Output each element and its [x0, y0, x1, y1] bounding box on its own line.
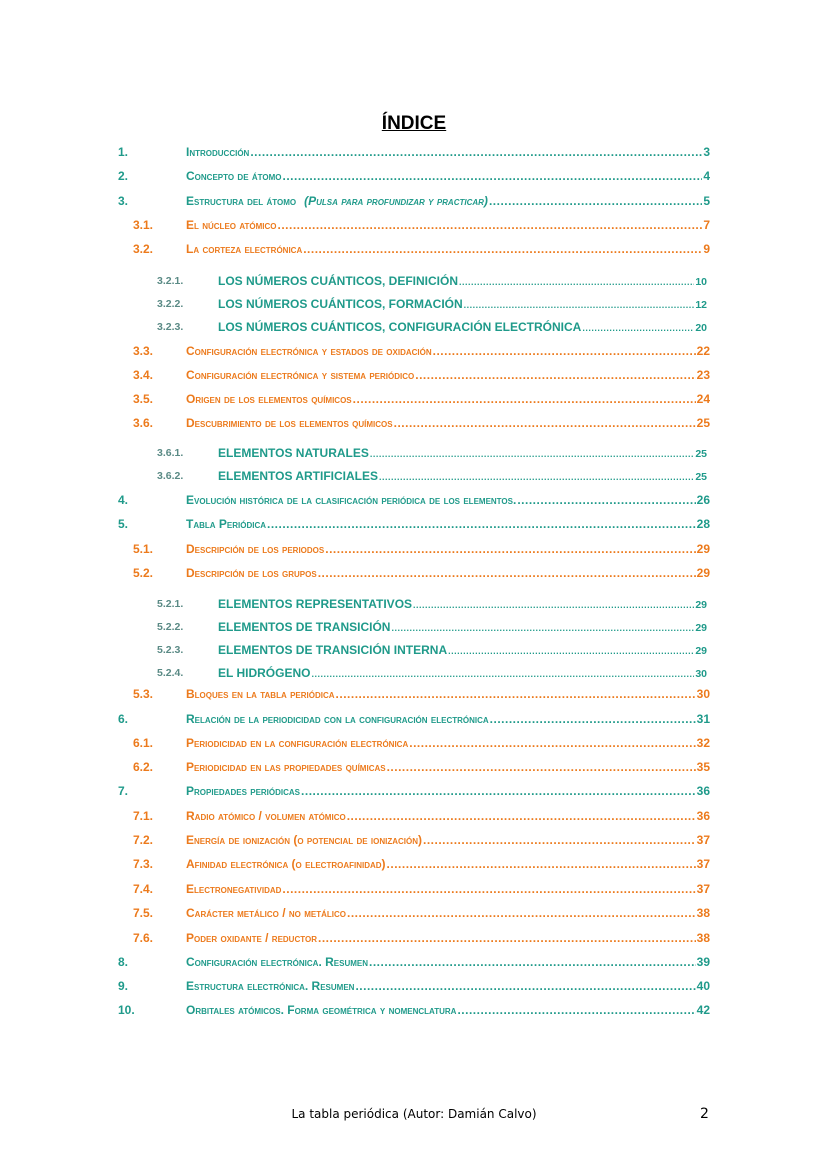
toc-entry-label: Introducción [186, 145, 250, 159]
toc-entry-label: La corteza electrónica [186, 242, 303, 256]
toc-leader-dots [433, 342, 696, 360]
toc-entry-number: 5.2.2. [157, 621, 184, 633]
toc-entry-number: 7.6. [133, 931, 154, 945]
toc-entry-label: Energía de ionización (o potencial de ionización) [186, 833, 423, 847]
toc-leader-dots [387, 758, 696, 776]
toc-entry[interactable] [0, 710, 828, 728]
toc-entry-number: 7.3. [133, 857, 154, 871]
toc-entry-page: 25 [696, 416, 710, 430]
toc-entry-page: 29 [696, 542, 710, 556]
toc-leader-dots [283, 167, 703, 185]
toc-entry[interactable] [0, 167, 828, 185]
toc-entry-label: Descripción de los periodos [186, 542, 325, 556]
toc-entry-label: Origen de los elementos químicos [186, 392, 352, 406]
toc-leader-dots [370, 445, 694, 463]
toc-entry-number: 5.2. [133, 566, 154, 580]
toc-entry-number: 6. [118, 712, 129, 726]
toc-entry[interactable] [0, 758, 828, 776]
toc-entry-page: 10 [695, 276, 707, 288]
toc-entry[interactable] [0, 807, 828, 825]
toc-leader-dots [278, 216, 703, 234]
toc-entry-label: LOS NÚMEROS CUÁNTICOS, CONFIGURACIÓN ELECTRÓNICA [218, 320, 582, 334]
toc-entry-page: 26 [696, 493, 710, 507]
toc-entry[interactable] [0, 641, 828, 659]
toc-leader-dots [355, 977, 695, 995]
toc-entry-number: 7.5. [133, 906, 154, 920]
toc-leader-dots [394, 414, 696, 432]
toc-entry-page: 7 [703, 218, 710, 232]
toc-entry-number: 5. [118, 517, 129, 531]
toc-entry[interactable] [0, 880, 828, 898]
toc-entry[interactable] [0, 685, 828, 703]
toc-entry-number: 3.6.1. [157, 447, 184, 459]
toc-entry[interactable] [0, 953, 828, 971]
toc-entry[interactable] [0, 664, 828, 682]
toc-entry-page: 3 [703, 145, 710, 159]
toc-entry-label: Evolución histórica de la clasificación periódica de los elementos. [186, 493, 517, 507]
toc-entry-page: 5 [703, 194, 710, 208]
toc-entry-page: 9 [703, 242, 710, 256]
footer-page-number: 2 [700, 1106, 709, 1122]
toc-leader-dots [413, 596, 694, 614]
toc-entry[interactable] [0, 342, 828, 360]
toc-entry-number: 3. [118, 194, 129, 208]
toc-entry-number: 3.3. [133, 344, 154, 358]
toc-entry-number: 8. [118, 955, 129, 969]
toc-entry-label: EL HIDRÓGENO [218, 666, 311, 680]
toc-entry[interactable] [0, 977, 828, 995]
toc-entry[interactable] [0, 782, 828, 800]
toc-leader-dots [448, 642, 694, 660]
toc-entry-label: Electronegatividad [186, 882, 282, 896]
toc-entry-label: Bloques en la tabla periódica [186, 687, 335, 701]
toc-entry-label: Descubrimiento de los elementos químicos [186, 416, 393, 430]
toc-leader-dots [423, 831, 696, 849]
toc-entry-page: 38 [696, 931, 710, 945]
toc-entry-page: 31 [696, 712, 710, 726]
toc-entry-label: Concepto de átomo [186, 169, 282, 183]
toc-entry-number: 1. [118, 145, 129, 159]
toc-entry-label: Configuración electrónica y estados de oxidación [186, 344, 432, 358]
toc-entry-number: 3.4. [133, 368, 154, 382]
toc-leader-dots [490, 710, 696, 728]
toc-entry-sublabel: (Pulsa para profundizar y practicar) [304, 194, 488, 208]
toc-entry[interactable] [0, 855, 828, 873]
toc-entry-label: Configuración electrónica y sistema periódico [186, 368, 415, 382]
toc-entry[interactable] [0, 240, 828, 258]
toc-entry-number: 10. [118, 1003, 135, 1017]
toc-leader-dots [318, 564, 696, 582]
toc-entry-label: ELEMENTOS NATURALES [218, 446, 369, 460]
toc-entry-number: 7.4. [133, 882, 154, 896]
toc-entry-label: El núcleo atómico [186, 218, 277, 232]
toc-leader-dots [459, 273, 694, 291]
footer-text: La tabla periódica (Autor: Damián Calvo) [291, 1107, 537, 1121]
toc-entry[interactable] [0, 904, 828, 922]
toc-entry-label: Configuración electrónica. Resumen [186, 955, 369, 969]
toc-leader-dots [409, 734, 695, 752]
toc-entry-number: 7. [118, 784, 129, 798]
toc-entry-number: 3.5. [133, 392, 154, 406]
toc-entry-label: LOS NÚMEROS CUÁNTICOS, FORMACIÓN [218, 297, 463, 311]
toc-leader-dots [353, 390, 696, 408]
toc-entry[interactable] [0, 467, 828, 485]
toc-entry-page: 40 [696, 979, 710, 993]
toc-entry[interactable] [0, 192, 828, 210]
toc-entry-number: 5.2.1. [157, 598, 184, 610]
toc-entry-page: 38 [696, 906, 710, 920]
toc-entry-page: 25 [695, 471, 707, 483]
toc-leader-dots [282, 880, 695, 898]
toc-entry-page: 37 [696, 882, 710, 896]
toc-entry-page: 39 [696, 955, 710, 969]
toc-entry-label: ELEMENTOS DE TRANSICIÓN [218, 620, 391, 634]
toc-entry-number: 2. [118, 169, 129, 183]
toc-entry-label: Afinidad electrónica (o electroafinidad) [186, 857, 386, 871]
toc-entry[interactable] [0, 216, 828, 234]
toc-entry-page: 28 [696, 517, 710, 531]
toc-leader-dots [303, 240, 702, 258]
toc-entry-number: 3.2.2. [157, 298, 184, 310]
toc-leader-dots [387, 855, 696, 873]
toc-entry-label: Periodicidad en las propiedades químicas [186, 760, 386, 774]
toc-entry-number: 3.1. [133, 218, 154, 232]
toc-entry-number: 5.2.3. [157, 644, 184, 656]
toc-entry-number: 3.2. [133, 242, 154, 256]
toc-entry-number: 3.2.1. [157, 275, 184, 287]
toc-entry-label: Tabla Periódica [186, 517, 266, 531]
toc-entry[interactable] [0, 831, 828, 849]
toc-entry[interactable] [0, 618, 828, 636]
toc-entry-page: 37 [696, 857, 710, 871]
toc-entry-page: 4 [703, 169, 710, 183]
toc-entry[interactable] [0, 390, 828, 408]
toc-entry-number: 6.1. [133, 736, 154, 750]
toc-entry-number: 5.3. [133, 687, 154, 701]
toc-entry-label: Relación de la periodicidad con la configuración electrónica [186, 712, 489, 726]
toc-entry-number: 7.1. [133, 809, 154, 823]
toc-entry-label: LOS NÚMEROS CUÁNTICOS, DEFINICIÓN [218, 274, 459, 288]
toc-entry-label: Estructura electrónica. Resumen [186, 979, 355, 993]
toc-entry-page: 42 [696, 1003, 710, 1017]
toc-entry-label: Periodicidad en la configuración electrónica [186, 736, 409, 750]
toc-entry[interactable] [0, 444, 828, 462]
toc-leader-dots [347, 904, 696, 922]
toc-entry[interactable] [0, 272, 828, 290]
toc-entry[interactable] [0, 414, 828, 432]
page-title: ÍNDICE [381, 113, 447, 134]
toc-entry-label: Orbitales atómicos. Forma geométrica y nomenclatura [186, 1003, 457, 1017]
toc-leader-dots [391, 619, 694, 637]
toc-entry-label: Radio atómico / volumen atómico [186, 809, 346, 823]
toc-entry-page: 29 [695, 622, 707, 634]
toc-entry-page: 25 [695, 448, 707, 460]
toc-entry-number: 3.6. [133, 416, 154, 430]
toc-leader-dots [267, 515, 696, 533]
toc-entry[interactable] [0, 295, 828, 313]
toc-entry-page: 30 [696, 687, 710, 701]
toc-entry-page: 22 [696, 344, 710, 358]
toc-entry-page: 29 [696, 566, 710, 580]
toc-entry-number: 3.6.2. [157, 470, 184, 482]
toc-entry-label: Descripción de los grupos [186, 566, 317, 580]
toc-entry[interactable] [0, 540, 828, 558]
toc-entry-page: 24 [696, 392, 710, 406]
toc-leader-dots [347, 807, 696, 825]
toc-entry[interactable] [0, 366, 828, 384]
toc-leader-dots [415, 366, 695, 384]
toc-entry-page: 35 [696, 760, 710, 774]
toc-leader-dots [489, 192, 702, 210]
toc-entry-number: 5.1. [133, 542, 154, 556]
toc-entry[interactable] [0, 515, 828, 533]
toc-entry-page: 30 [695, 668, 707, 680]
toc-entry-number: 5.2.4. [157, 667, 184, 679]
toc-entry-page: 37 [696, 833, 710, 847]
toc-leader-dots [457, 1001, 695, 1019]
toc-entry-label: Carácter metálico / no metálico [186, 906, 346, 920]
toc-entry[interactable] [0, 491, 828, 509]
toc-leader-dots [318, 929, 696, 947]
toc-entry-number: 3.2.3. [157, 321, 184, 333]
toc-entry-label: ELEMENTOS REPRESENTATIVOS [218, 597, 413, 611]
toc-entry-page: 29 [695, 645, 707, 657]
toc-leader-dots [250, 143, 702, 161]
toc-entry-label: ELEMENTOS ARTIFICIALES [218, 469, 379, 483]
toc-entry[interactable] [0, 1001, 828, 1019]
toc-entry-page: 20 [695, 322, 707, 334]
toc-entry[interactable] [0, 564, 828, 582]
toc-entry[interactable] [0, 929, 828, 947]
toc-leader-dots [311, 665, 694, 683]
toc-entry-page: 23 [696, 368, 710, 382]
toc-entry-page: 12 [695, 299, 707, 311]
toc-leader-dots [379, 468, 694, 486]
toc-entry-page: 36 [696, 809, 710, 823]
toc-entry-label: Propiedades periódicas [186, 784, 301, 798]
toc-entry[interactable] [0, 143, 828, 161]
toc-leader-dots [582, 319, 694, 337]
toc-entry[interactable] [0, 734, 828, 752]
toc-leader-dots [301, 782, 696, 800]
toc-entry[interactable] [0, 318, 828, 336]
toc-leader-dots [369, 953, 696, 971]
toc-entry[interactable] [0, 595, 828, 613]
toc-leader-dots [464, 296, 695, 314]
toc-entry-number: 9. [118, 979, 129, 993]
toc-entry-number: 4. [118, 493, 129, 507]
toc-entry-label: ELEMENTOS DE TRANSICIÓN INTERNA [218, 643, 448, 657]
toc-entry-page: 36 [696, 784, 710, 798]
toc-entry-page: 29 [695, 599, 707, 611]
toc-entry-page: 32 [696, 736, 710, 750]
toc-leader-dots [517, 491, 695, 509]
toc-leader-dots [325, 540, 695, 558]
toc-entry-number: 6.2. [133, 760, 154, 774]
toc-entry-number: 7.2. [133, 833, 154, 847]
toc-leader-dots [336, 685, 696, 703]
toc-entry-label: Estructura del átomo [186, 194, 297, 208]
toc-entry-label: Poder oxidante / reductor [186, 931, 317, 945]
